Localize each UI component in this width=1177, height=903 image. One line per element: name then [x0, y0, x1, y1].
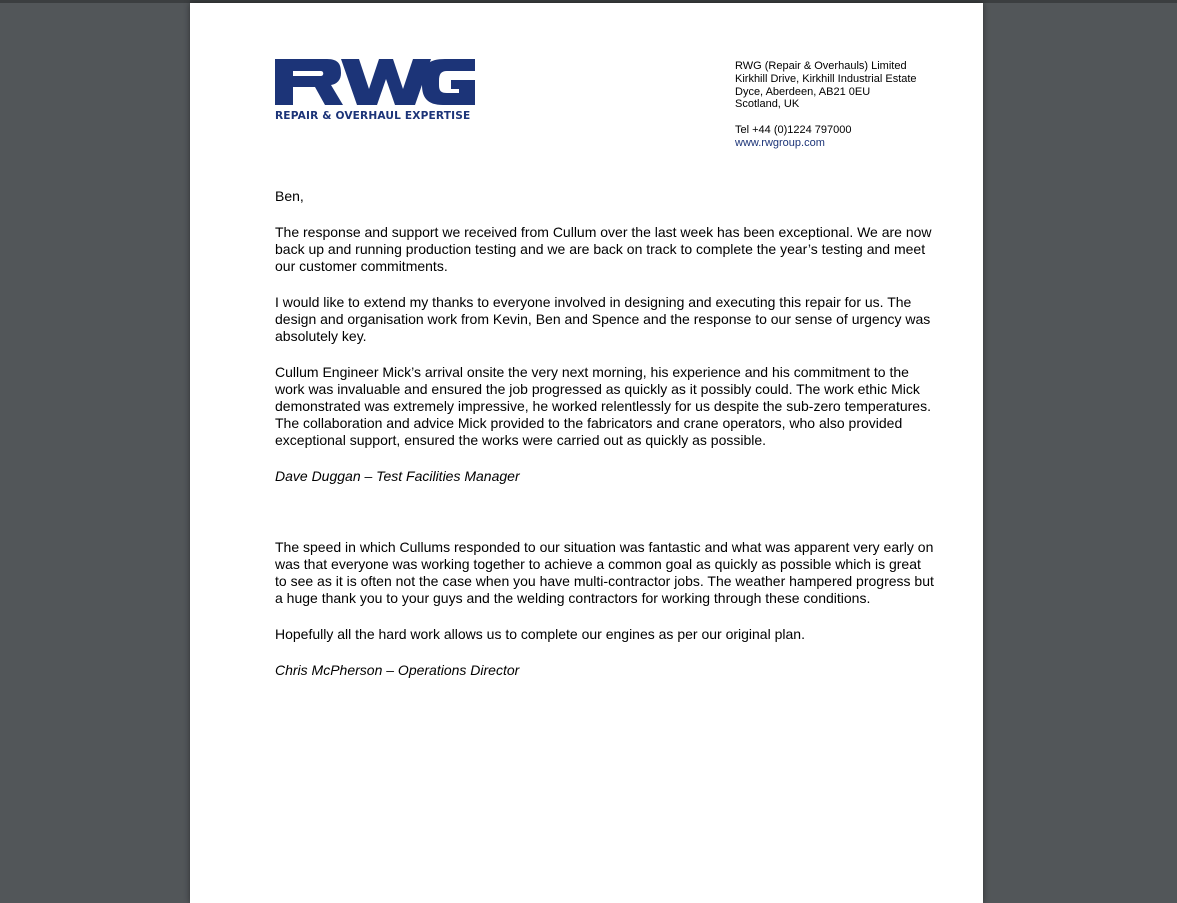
- website-link[interactable]: www.rwgroup.com: [735, 136, 825, 149]
- logo-tagline: REPAIR & OVERHAUL EXPERTISE: [275, 110, 471, 122]
- document-page: [190, 3, 983, 903]
- rwg-logo: [275, 59, 477, 125]
- paragraph-1: The response and support we received from Cullum over the last week has been exceptional. We are now back up and running production testing and we are back on track to complete the year’s testing and meet our customer commitments.: [275, 224, 932, 274]
- paragraph-5: Hopefully all the hard work allows us to complete our engines as per our original plan.: [275, 626, 805, 642]
- letter-body: [275, 188, 935, 679]
- address-line-3: Scotland, UK: [735, 98, 800, 111]
- company-name: RWG (Repair & Overhauls) Limited: [735, 60, 907, 72]
- telephone: Tel +44 (0)1224 797000: [735, 124, 852, 137]
- company-address: [735, 60, 917, 150]
- salutation: Ben,: [275, 188, 304, 204]
- rwg-logo-mark: [275, 59, 477, 107]
- paragraph-4: The speed in which Cullums responded to our situation was fantastic and what was apparent very early on was that everyone was working together to achieve a common goal as quickly as possible which is great to see as it is often not the case when you have multi-contractor jobs. The weather hampered progress but a huge thank you to your guys and the welding contractors for working through these conditions.: [275, 539, 934, 606]
- address-line-1: Kirkhill Drive, Kirkhill Industrial Estate: [735, 72, 917, 85]
- address-line-2: Dyce, Aberdeen, AB21 0EU: [735, 85, 871, 98]
- address-spacer: [735, 111, 917, 124]
- paragraph-2: I would like to extend my thanks to everyone involved in designing and executing this repair for us. The design and organisation work from Kevin, Ben and Spence and the response to our sense of urgency was absolutely key.: [275, 294, 931, 344]
- signature-chris-mcpherson: Chris McPherson – Operations Director: [275, 662, 520, 678]
- signature-dave-duggan: Dave Duggan – Test Facilities Manager: [275, 468, 520, 484]
- paragraph-3: Cullum Engineer Mick’s arrival onsite the very next morning, his experience and his commitment to the work was invaluable and ensured the job progressed as quickly as it possibly could. The work ethic Mick demonstrated was extremely impressive, he worked relentlessly for us despite the sub-zero temperatures. The collaboration and advice Mick provided to the fabricators and crane operators, who also provided exceptional support, ensured the works were carried out as quickly as possible.: [275, 364, 931, 448]
